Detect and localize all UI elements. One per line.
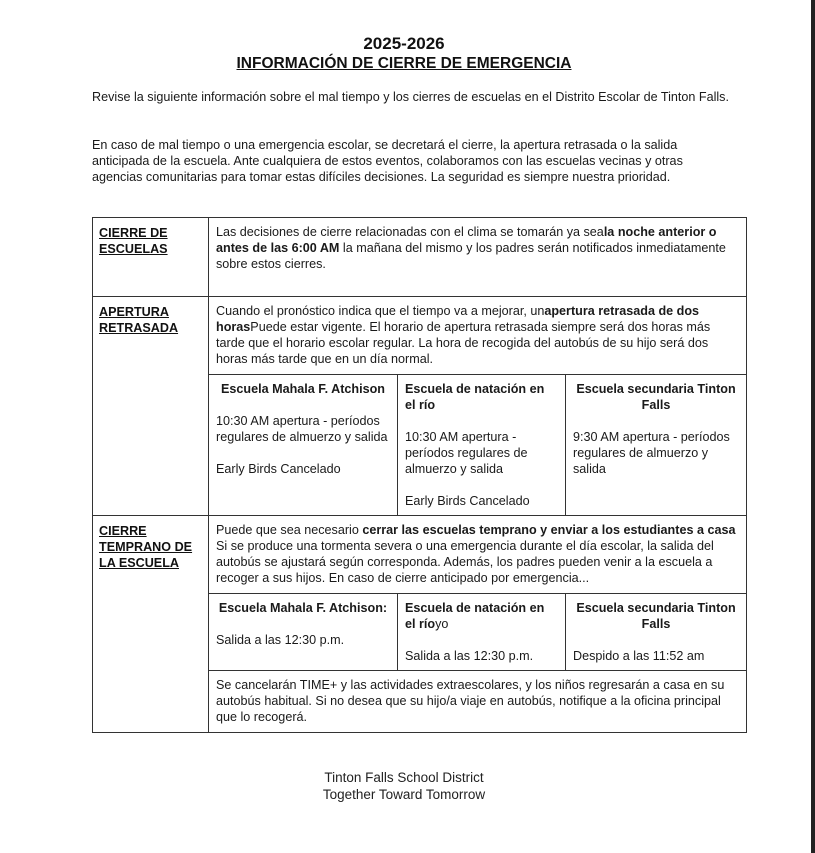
delayed-school-river bbox=[397, 375, 565, 515]
text-part: Cuando el pronóstico indica que el tiempo va a mejorar, un bbox=[216, 304, 545, 318]
school-name: Escuela Mahala F. Atchison: bbox=[218, 601, 388, 615]
document-title: INFORMACIÓN DE CIERRE DE EMERGENCIA bbox=[236, 55, 572, 72]
district-name: Tinton Falls School District bbox=[324, 770, 484, 785]
label-early-dismissal: CIERRE TEMPRANO DE LA ESCUELA bbox=[93, 516, 209, 733]
school-note: Early Birds Cancelado bbox=[405, 494, 530, 508]
text-part: Las decisiones de cierre relacionadas con el clima se tomarán ya sea bbox=[216, 225, 604, 239]
row-early-dismissal bbox=[93, 516, 747, 733]
text-part: Puede estar vigente. El horario de apertura retrasada siempre será dos horas más tarde que el horario escolar regular. La hora de recogida del autobús de su hijo será dos horas más tarde que en un día normal. bbox=[216, 320, 711, 366]
row-delayed-opening bbox=[93, 297, 747, 516]
document-year: 2025-2026 bbox=[363, 34, 445, 53]
label-school-closing: CIERRE DE ESCUELAS bbox=[93, 218, 209, 297]
school-time: 10:30 AM apertura - períodos regulares de almuerzo y salida bbox=[405, 430, 528, 476]
text-part: Puede que sea necesario bbox=[216, 523, 363, 537]
text-part: la mañana del mismo y los padres serán notificados inmediatamente sobre estos cierres. bbox=[216, 241, 726, 271]
row-school-closing bbox=[93, 218, 747, 297]
cell-early-dismissal bbox=[209, 516, 747, 733]
district-motto: Together Toward Tomorrow bbox=[322, 787, 486, 802]
early-dismissal-note: Se cancelarán TIME+ y las actividades extraescolares, y los niños regresarán a casa en su autobús habitual. Si no desea que su hijo/a viaje en autobús, notifique a la oficina principal que lo recogerá. bbox=[209, 670, 746, 732]
school-name: Escuela secundaria Tinton Falls bbox=[576, 601, 736, 631]
early-school-atchison bbox=[209, 594, 397, 670]
early-school-river bbox=[397, 594, 565, 670]
intro-paragraph-1: Revise la siguiente información sobre el mal tiempo y los cierres de escuelas en el Distrito Escolar de Tinton Falls. bbox=[92, 90, 729, 104]
school-time: 10:30 AM apertura - períodos regulares de almuerzo y salida bbox=[216, 414, 388, 444]
bold-text-part: la noche anterior o antes de las 6:00 AM bbox=[216, 225, 717, 255]
page-edge-bar bbox=[811, 0, 815, 853]
delayed-opening-description bbox=[209, 297, 746, 374]
school-name bbox=[405, 600, 558, 632]
school-name: Escuela de natación en el río bbox=[405, 382, 545, 412]
label-delayed-opening: APERTURA RETRASADA bbox=[93, 297, 209, 516]
early-school-middle bbox=[565, 594, 746, 670]
text-part: Si se produce una tormenta severa o una emergencia durante el día escolar, la salida del autobús se ajustará según corresponda. Además, los padres pueden venir a la escuela a recoger a sus hijos. En caso de cierre anticipado por emergencia... bbox=[216, 539, 714, 585]
school-name: Escuela Mahala F. Atchison bbox=[220, 382, 385, 396]
school-closing-description bbox=[209, 218, 746, 296]
intro-paragraph-2: En caso de mal tiempo o una emergencia escolar, se decretará el cierre, la apertura retrasada o la salida anticipada de la escuela. Ante cualquiera de estos eventos, colaboramos con las escuelas vecinas y otras agencias comunitarias para tomar estas difíciles decisiones. La seguridad es siempre nuestra prioridad. bbox=[92, 138, 683, 184]
cell-school-closing bbox=[209, 218, 747, 297]
school-time: 9:30 AM apertura - períodos regulares de almuerzo y salida bbox=[573, 430, 730, 476]
school-time: Salida a las 12:30 p.m. bbox=[405, 649, 534, 663]
closing-info-table bbox=[92, 217, 747, 733]
school-time: Despido a las 11:52 am bbox=[573, 649, 705, 663]
cell-delayed-opening bbox=[209, 297, 747, 516]
school-name: Escuela secundaria Tinton Falls bbox=[576, 382, 736, 412]
school-name-suffix: yo bbox=[435, 617, 449, 631]
early-dismissal-description bbox=[209, 516, 746, 593]
early-schools-grid bbox=[209, 593, 746, 670]
document-footer bbox=[0, 769, 808, 803]
school-note: Early Birds Cancelado bbox=[216, 462, 341, 476]
delayed-school-atchison bbox=[209, 375, 397, 515]
delayed-schools-grid bbox=[209, 374, 746, 515]
bold-text-part: cerrar las escuelas temprano y enviar a los estudiantes a casa bbox=[362, 523, 736, 537]
delayed-school-middle bbox=[565, 375, 746, 515]
school-name-bold: Escuela de natación en el río bbox=[405, 601, 545, 631]
bold-text-part: apertura retrasada de dos horas bbox=[216, 304, 700, 334]
school-time: Salida a las 12:30 p.m. bbox=[216, 633, 345, 647]
